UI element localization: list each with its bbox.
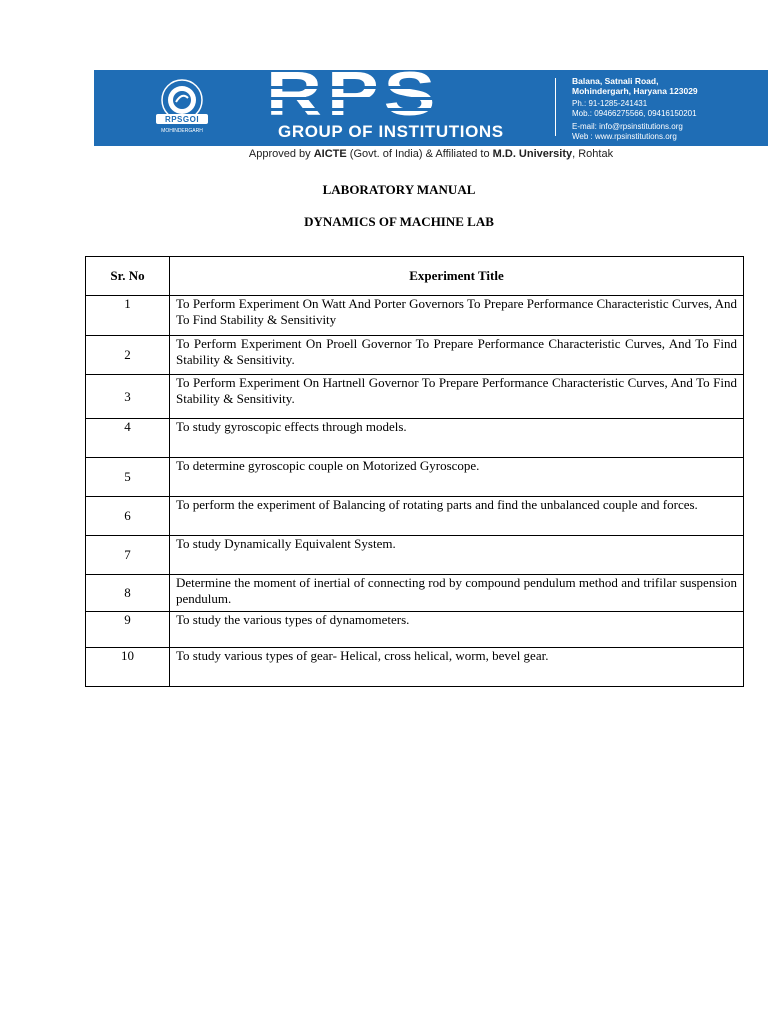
header-experiment-title: Experiment Title: [170, 257, 744, 296]
row-sr: 1: [86, 296, 170, 336]
approval-mid: (Govt. of India) & Affiliated to: [346, 148, 493, 160]
row-title: To Perform Experiment On Watt And Porter Governors To Prepare Performance Characteristic Curves, And To Find Stability & Sensitivity: [170, 296, 744, 336]
row-sr: 4: [86, 419, 170, 458]
document-subtitle: DYNAMICS OF MACHINE LAB: [304, 214, 494, 229]
institution-banner: [94, 70, 768, 146]
approval-prefix: Approved by: [248, 148, 314, 160]
group-name: GROUP OF INSTITUTIONS: [278, 122, 504, 141]
wordmark-stripe: [266, 86, 534, 89]
wordmark-stripe: [266, 97, 534, 100]
header-sr-no: Sr. No: [86, 257, 170, 296]
experiments-table: [85, 256, 744, 687]
table-row: [86, 458, 744, 497]
phone-text: Ph.: 91-1285-241431: [572, 99, 648, 108]
table-row: [86, 296, 744, 336]
institution-seal-logo: [150, 78, 214, 138]
row-sr: 2: [86, 336, 170, 375]
table-row: [86, 612, 744, 648]
row-sr: 3: [86, 375, 170, 419]
approval-university: M.D. University: [492, 148, 573, 160]
row-sr: 10: [86, 648, 170, 687]
address-line2: Mohindergarh, Haryana 123029: [572, 86, 698, 96]
contact-block: [572, 76, 762, 142]
banner-divider: [555, 78, 556, 136]
seal-text: RPSGOI: [164, 115, 200, 124]
row-title: To study Dynamically Equivalent System.: [170, 536, 744, 575]
email-text: E-mail: info@rpsinstitutions.org: [572, 122, 683, 131]
table-row: [86, 575, 744, 612]
mobile-text: Mob.: 09466275566, 09416150201: [572, 109, 697, 118]
table-row: [86, 536, 744, 575]
seal-subtext: MOHINDERGARH: [161, 128, 203, 134]
row-title: To study various types of gear- Helical, cross helical, worm, bevel gear.: [170, 648, 744, 687]
row-sr: 9: [86, 612, 170, 648]
row-title: To study the various types of dynamometers.: [170, 612, 744, 648]
wordmark-stripe: [266, 108, 534, 111]
row-title: Determine the moment of inertial of connecting rod by compound pendulum method and trifilar suspension pendulum.: [170, 575, 744, 612]
row-sr: 8: [86, 575, 170, 612]
approval-aicte: AICTE: [313, 148, 347, 160]
web-text: Web : www.rpsinstitutions.org: [572, 132, 677, 141]
approval-line: [94, 148, 768, 160]
row-sr: 5: [86, 458, 170, 497]
table-row: [86, 497, 744, 536]
address-line1: Balana, Satnali Road,: [572, 76, 659, 86]
row-title: To determine gyroscopic couple on Motorized Gyroscope.: [170, 458, 744, 497]
approval-suffix: , Rohtak: [572, 148, 614, 160]
table-row: [86, 648, 744, 687]
table-header-row: [86, 257, 744, 296]
row-title: To study gyroscopic effects through models.: [170, 419, 744, 458]
row-title: To Perform Experiment On Proell Governor To Prepare Performance Characteristic Curves, And To Find Stability & Sensitivity.: [170, 336, 744, 375]
table-row: [86, 375, 744, 419]
table-row: [86, 419, 744, 458]
table-row: [86, 336, 744, 375]
row-sr: 6: [86, 497, 170, 536]
row-sr: 7: [86, 536, 170, 575]
document-title: LABORATORY MANUAL: [322, 182, 476, 197]
row-title: To perform the experiment of Balancing of rotating parts and find the unbalanced couple and forces.: [170, 497, 744, 536]
row-title: To Perform Experiment On Hartnell Governor To Prepare Performance Characteristic Curves, And To Find Stability & Sensitivity.: [170, 375, 744, 419]
